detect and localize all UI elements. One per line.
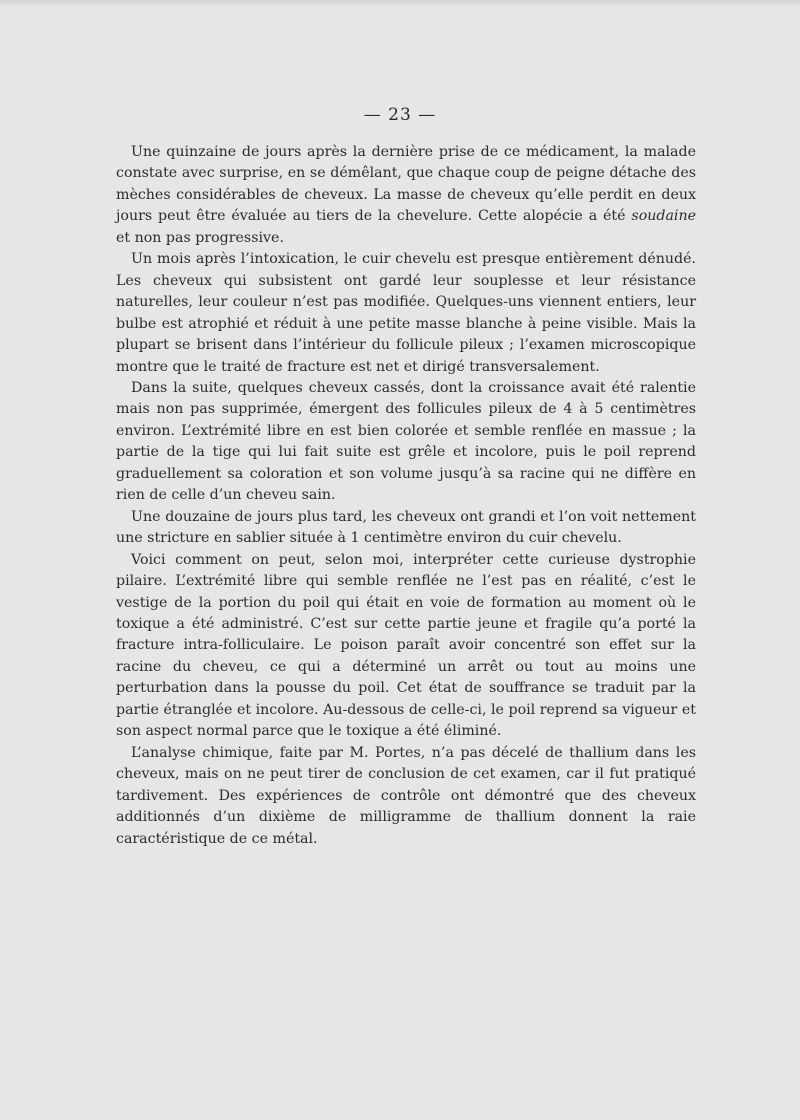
paragraph-1-text-after: et non pas progressive. [116, 229, 284, 246]
paragraph-5: Voici comment on peut, selon moi, interpréter cette curieuse dystrophie pilaire. L’extrémité libre qui semble renflée ne l’est pas en réalité, c’est le vestige de la portion du poil qui était en voie de formation au moment où le toxique a été administré. C’est sur cette partie jeune et fragile qu’a porté la fracture intra-folliculaire. Le poison paraît avoir concentré son effet sur la racine du cheveu, ce qui a déterminé un arrêt ou tout au moins une perturbation dans la pousse du poil. Cet état de souffrance se traduit par la partie étranglée et incolore. Au-dessous de celle-ci, le poil reprend sa vigueur et son aspect normal parce que le toxique a été éliminé. [116, 551, 696, 740]
paragraph-1-emphasis: soudaine [631, 208, 696, 225]
paragraph-1-text: Une quinzaine de jours après la dernière prise de ce médicament, la malade constate avec surprise, en se démêlant, que chaque coup de peigne détache des mèches considérables de cheveux. La masse de cheveux qu’elle perdit en deux jours peut être évaluée au tiers de la chevelure. Cette alopécie a été [116, 144, 696, 225]
paragraph-2: Un mois après l’intoxication, le cuir chevelu est presque entièrement dénudé. Les cheveux qui subsistent ont gardé leur souplesse et leur résistance naturelles, leur couleur n’est pas modifiée. Quelques-uns viennent entiers, leur bulbe est atrophié et réduit à une petite masse blanche à peine visible. Mais la plupart se brisent dans l’intérieur du follicule pileux ; l’examen microscopique montre que le traité de fracture est net et dirigé transversalement. [116, 251, 696, 375]
paragraph-4: Une douzaine de jours plus tard, les cheveux ont grandi et l’on voit nettement une stricture en sablier située à 1 centimètre environ du cuir chevelu. [116, 508, 696, 547]
page-top-edge [0, 0, 800, 6]
body-text [116, 142, 696, 850]
paragraph-3: Dans la suite, quelques cheveux cassés, dont la croissance avait été ralentie mais non pas supprimée, émergent des follicules pileux de 4 à 5 centimètres environ. L’extrémité libre en est bien colorée et semble renflée en massue ; la partie de la tige qui lui fait suite est grêle et incolore, puis le poil reprend graduellement sa coloration et son volume jusqu’à sa racine qui ne diffère en rien de celle d’un cheveu sain. [116, 379, 696, 504]
paragraph-1 [116, 142, 696, 249]
page-number: — 23 — [363, 105, 437, 125]
paragraph-6: L’analyse chimique, faite par M. Portes, n’a pas décelé de thallium dans les cheveux, mais on ne peut tirer de conclusion de cet examen, car il fut pratiqué tardivement. Des expériences de contrôle ont démontré que des cheveux additionnés d’un dixième de milligramme de thallium donnent la raie caractéristique de ce métal. [116, 744, 696, 847]
